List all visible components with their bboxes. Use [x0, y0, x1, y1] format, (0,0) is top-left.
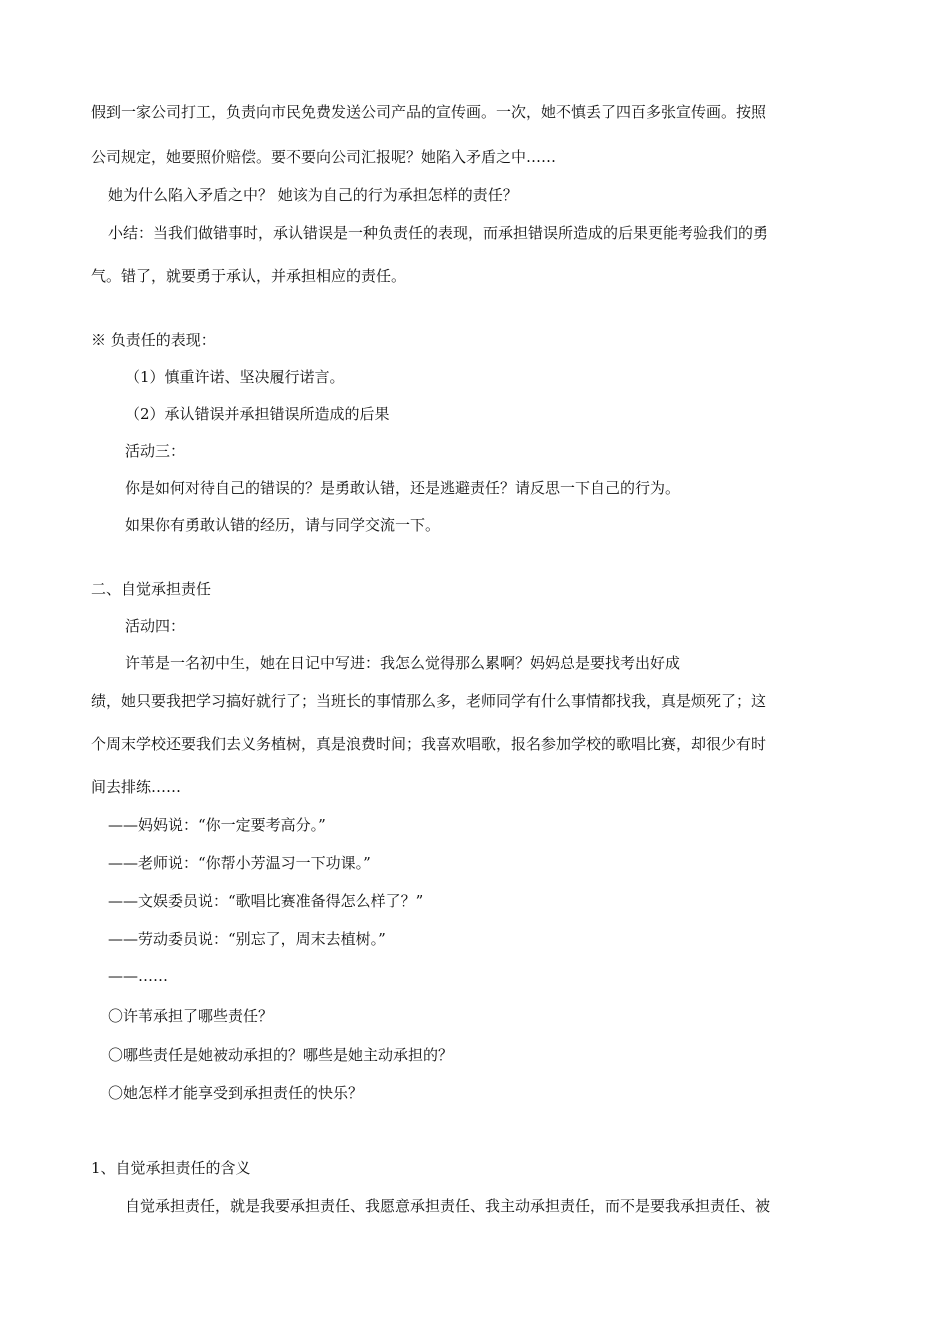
- list-item-1: （1）慎重许诺、坚决履行诺言。: [125, 368, 345, 386]
- text-line-15: 绩，她只要我把学习搞好就行了；当班长的事情那么多，老师同学有什么事情都找我，真是烦死了；这: [91, 692, 767, 710]
- quote-entertainment-committee: ——文娱委员说：“歌唱比赛准备得怎么样了？”: [108, 892, 424, 910]
- question-2: 〇哪些责任是她被动承担的？哪些是她主动承担的？: [108, 1046, 454, 1064]
- text-line-17: 间去排练……: [91, 778, 182, 796]
- activity-3-label: 活动三：: [125, 442, 186, 460]
- quote-teacher: ——老师说：“你帮小芳温习一下功课。”: [108, 854, 371, 872]
- text-line-10: 你是如何对待自己的错误的？是勇敢认错，还是逃避责任？请反思一下自己的行为。: [125, 479, 681, 497]
- text-line-27: 自觉承担责任，就是我要承担责任、我愿意承担责任、我主动承担责任，而不是要我承担责任、被: [125, 1197, 771, 1215]
- heading-responsibility-behaviors: ※ 负责任的表现：: [91, 331, 216, 349]
- question-3: 〇她怎样才能享受到承担责任的快乐？: [108, 1084, 364, 1102]
- quote-mother: ——妈妈说：“你一定要考高分。”: [108, 816, 326, 834]
- text-line-14: 许苇是一名初中生，她在日记中写进：我怎么觉得那么累啊？妈妈总是要找考出好成: [125, 654, 681, 672]
- quote-ellipsis: ——……: [108, 967, 168, 985]
- subheading-1: 1、自觉承担责任的含义: [91, 1159, 251, 1177]
- quote-labor-committee: ——劳动委员说：“别忘了，周末去植树。”: [108, 930, 386, 948]
- text-line-3: 她为什么陷入矛盾之中？ 她该为自己的行为承担怎样的责任？: [108, 186, 518, 204]
- text-line-4: 小结：当我们做错事时，承认错误是一种负责任的表现，而承担错误所造成的后果更能考验我们的勇: [108, 224, 769, 242]
- list-item-2: （2）承认错误并承担错误所造成的后果: [125, 405, 390, 423]
- question-1: 〇许苇承担了哪些责任？: [108, 1007, 274, 1025]
- text-line-16: 个周末学校还要我们去义务植树，真是浪费时间；我喜欢唱歌，报名参加学校的歌唱比赛，却很少有时: [91, 735, 767, 753]
- text-line-1: 假到一家公司打工，负责向市民免费发送公司产品的宣传画。一次，她不慎丢了四百多张宣传画。按照: [91, 103, 767, 121]
- activity-4-label: 活动四：: [125, 617, 186, 635]
- text-line-11: 如果你有勇敢认错的经历，请与同学交流一下。: [125, 516, 441, 534]
- section-heading-2: 二、自觉承担责任: [91, 580, 212, 598]
- text-line-5: 气。错了，就要勇于承认，并承担相应的责任。: [91, 267, 407, 285]
- text-line-2: 公司规定，她要照价赔偿。要不要向公司汇报呢？她陷入矛盾之中……: [91, 148, 557, 166]
